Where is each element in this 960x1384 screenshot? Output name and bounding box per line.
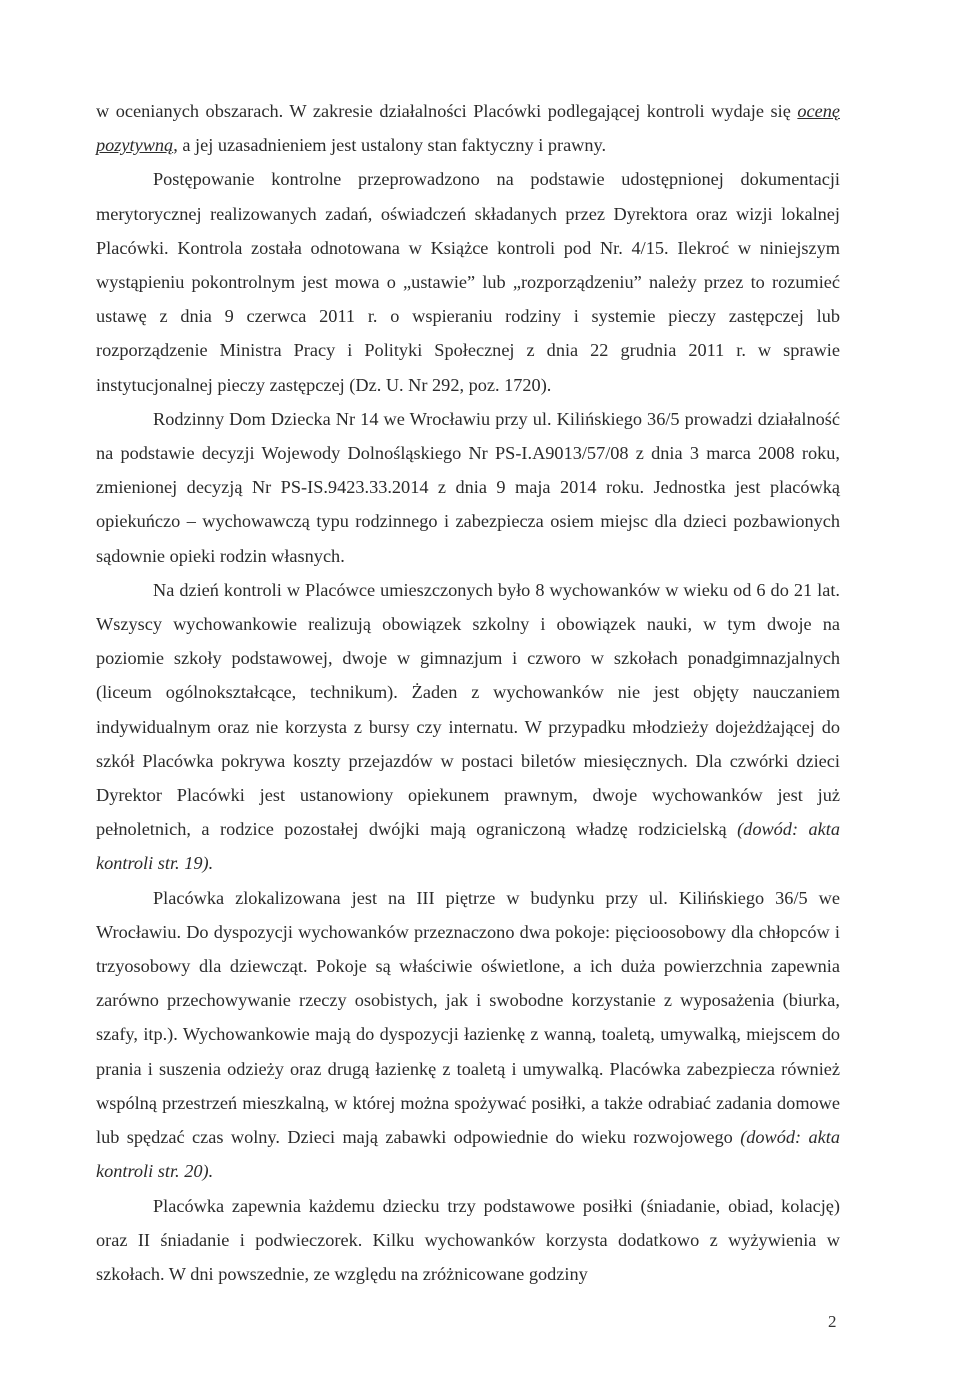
document-body	[96, 94, 840, 1291]
paragraph-institution: Rodzinny Dom Dziecka Nr 14 we Wrocławiu przy ul. Kilińskiego 36/5 prowadzi działalność na podstawie decyzji Wojewody Dolnośląskiego Nr PS-I.A9013/57/08 z dnia 3 marca 2008 roku, zmienionej decyzją Nr PS-IS.9423.33.2014 z dnia 9 maja 2014 roku. Jednostka jest placówką opiekuńczo – wychowawczą typu rodzinnego i zabezpiecza osiem miejsc dla dzieci pozbawionych sądownie opieki rodzin własnych.	[96, 408, 840, 566]
evidence-reference: (dowód: akta kontroli str. 20).	[96, 1127, 840, 1182]
evidence-reference: (dowód: akta kontroli str. 19).	[96, 819, 840, 874]
paragraph-premises: Placówka zlokalizowana jest na III piętrze w budynku przy ul. Kilińskiego 36/5 we Wrocławiu. Do dyspozycji wychowanków przeznaczono dwa pokoje: pięcioosobowy dla chłopców i trzyosobowy dla dziewcząt. Pokoje są właściwie oświetlone, a ich duża powierzchnia zapewnia zarówno przechowywanie rzeczy osobistych, jak i swobodne korzystanie z wyposażenia (biurka, szafy, itp.). Wychowankowie mają do dyspozycji łazienkę z wanną, toaletą, umywalką, miejscem do prania i suszenia odzieży oraz drugą łazienkę z toaletą i umywalką. Placówka zabezpiecza również wspólną przestrzeń mieszkalną, w której można spożywać posiłki, a także odrabiać zadania domowe lub spędzać czas wolny. Dzieci mają zabawki odpowiednie do wieku rozwojowego (dowód: akta kontroli str. 20).	[96, 887, 840, 1182]
paragraph-meals: Placówka zapewnia każdemu dziecku trzy podstawowe posiłki (śniadanie, obiad, kolację) oraz II śniadanie i podwieczorek. Kilku wychowanków korzysta dodatkowo z wyżywienia w szkołach. W dni powszednie, ze względu na zróżnicowane godziny	[96, 1195, 840, 1284]
paragraph-procedure: Postępowanie kontrolne przeprowadzono na podstawie udostępnionej dokumentacji merytorycznej realizowanych zadań, oświadczeń składanych przez Dyrektora oraz wizji lokalnej Placówki. Kontrola została odnotowana w Książce kontroli pod Nr. 4/15. Ilekroć w niniejszym wystąpieniu pokontrolnym jest mowa o „ustawie” lub „rozporządzeniu” należy przez to rozumieć ustawę z dnia 9 czerwca 2011 r. o wspieraniu rodziny i systemie pieczy zastępczej lub rozporządzenie Ministra Pracy i Polityki Społecznej z dnia 22 grudnia 2011 r. w sprawie instytucjonalnej pieczy zastępczej (Dz. U. Nr 292, poz. 1720).	[96, 169, 840, 395]
page-number: 2	[828, 1312, 837, 1331]
paragraph-assessment: w ocenianych obszarach. W zakresie działalności Placówki podlegającej kontroli wydaje się ocenę pozytywną, a jej uzasadnieniem jest ustalony stan faktyczny i prawny.	[96, 101, 840, 156]
positive-assessment-emphasis: ocenę pozytywną	[96, 101, 840, 156]
paragraph-children: Na dzień kontroli w Placówce umieszczonych było 8 wychowanków w wieku od 6 do 21 lat. Wszyscy wychowankowie realizują obowiązek szkolny i obowiązek nauki, w tym dwoje na poziomie szkoły podstawowej, dwoje w gimnazjum i czworo w szkołach ponadgimnazjalnych (liceum ogólnokształcące, technikum). Żaden z wychowanków nie jest objęty nauczaniem indywidualnym oraz nie korzysta z bursy czy internatu. W przypadku młodzieży dojeżdżającej do szkół Placówka pokrywa koszty przejazdów w postaci biletów miesięcznych. Dla czwórki dzieci Dyrektor Placówki jest ustanowiony opiekunem prawnym, dwoje wychowanków jest już pełnoletnich, a rodzice pozostałej dwójki mają ograniczoną władzę rodzicielską (dowód: akta kontroli str. 19).	[96, 579, 840, 874]
